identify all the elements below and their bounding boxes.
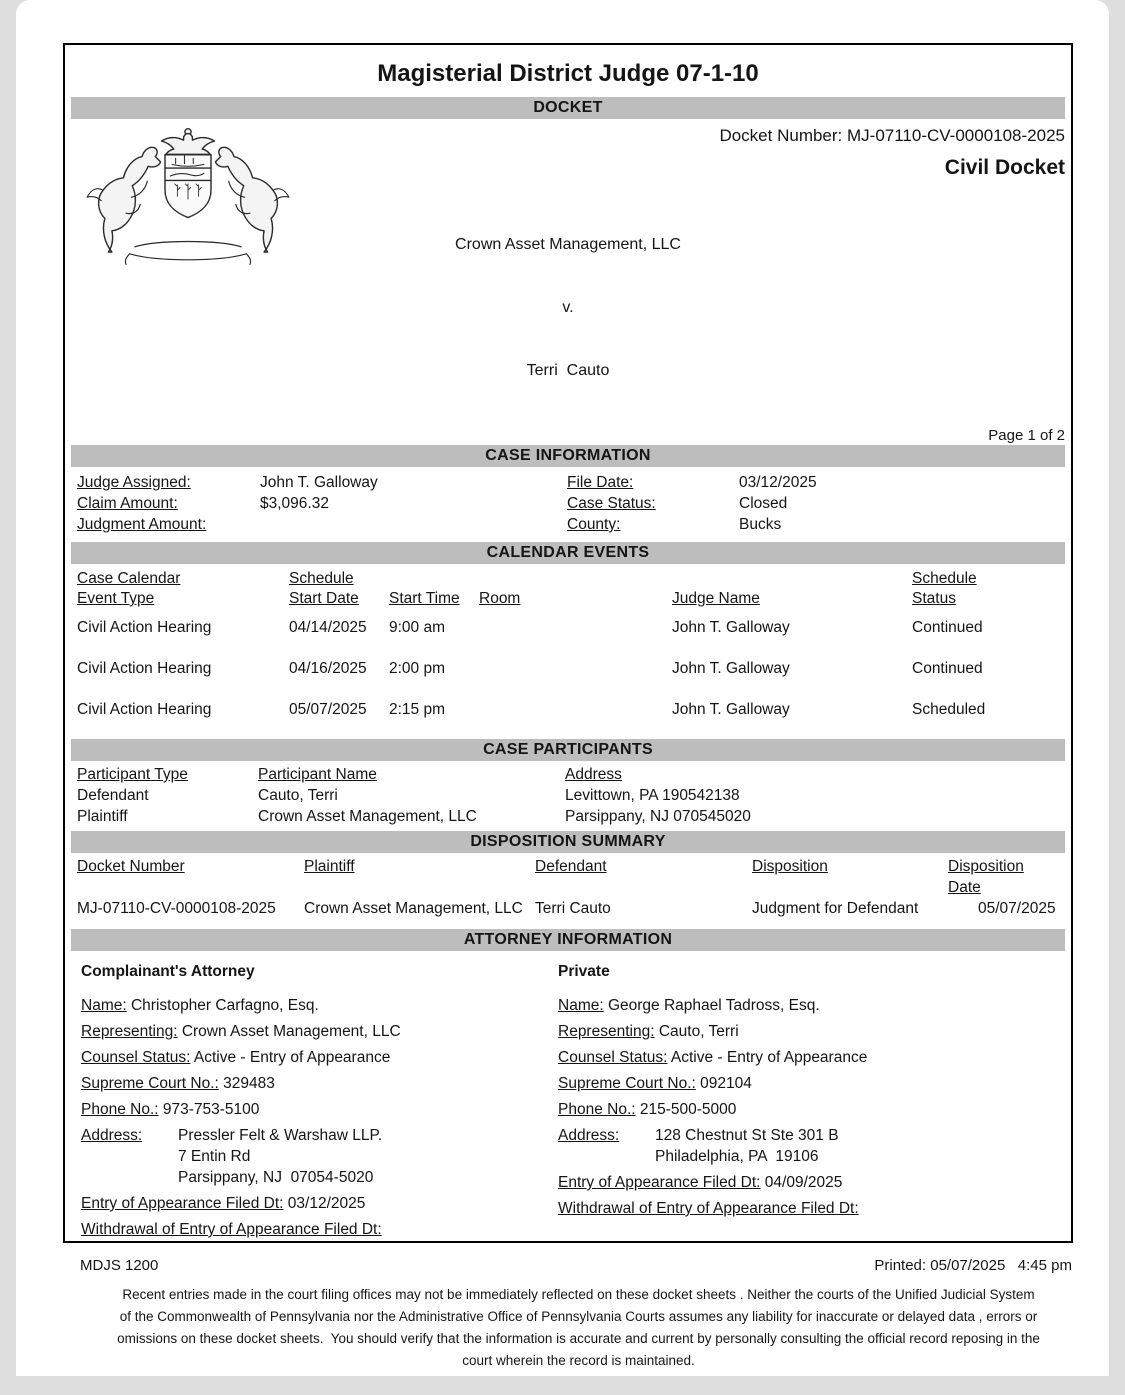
form-number: MDJS 1200 bbox=[80, 1257, 159, 1274]
attorney-supreme-court-line: Supreme Court No.: 329483 bbox=[81, 1075, 275, 1092]
calendar-event-row bbox=[71, 700, 1065, 719]
cell-room bbox=[479, 618, 672, 637]
column-header-start-time: Start Time bbox=[389, 590, 460, 607]
attorney-address-block: Address: 128 Chestnut St Ste 301 B Philadelphia, PA 19106 bbox=[558, 1127, 839, 1165]
docket-type: Civil Docket bbox=[944, 156, 1065, 179]
attorney-name-line: Name: George Raphael Tadross, Esq. bbox=[558, 997, 820, 1014]
section-header-case-participants: CASE PARTICIPANTS bbox=[71, 739, 1065, 761]
attorney-name-line: Name: Christopher Carfagno, Esq. bbox=[81, 997, 319, 1014]
participant-row bbox=[71, 785, 1065, 806]
caption-plaintiff: Crown Asset Management, LLC bbox=[455, 236, 681, 253]
cell-status: Continued bbox=[912, 660, 983, 677]
docket-header bbox=[71, 125, 1065, 445]
caption-vs: v. bbox=[562, 299, 574, 316]
cell-event-type: Civil Action Hearing bbox=[77, 660, 212, 677]
case-information-fields bbox=[71, 467, 1065, 542]
column-header-event-type: Case Calendar Event Type bbox=[77, 570, 181, 607]
calendar-events-header bbox=[71, 564, 1065, 609]
column-header-docket-number: Docket Number bbox=[77, 858, 185, 875]
cell-plaintiff: Crown Asset Management, LLC bbox=[304, 900, 523, 917]
field-value: John T. Galloway bbox=[260, 474, 378, 491]
cell-start-time: 2:15 pm bbox=[389, 701, 446, 718]
section-header-calendar-events: CALENDAR EVENTS bbox=[71, 542, 1065, 564]
cell-participant-name: Crown Asset Management, LLC bbox=[258, 808, 477, 825]
cell-status: Scheduled bbox=[912, 701, 986, 718]
field-label: Claim Amount: bbox=[77, 495, 178, 512]
attorney-counsel-status-line: Counsel Status: Active - Entry of Appearance bbox=[558, 1049, 868, 1066]
printed-timestamp: Printed: 05/07/2025 4:45 pm bbox=[874, 1257, 1072, 1274]
calendar-event-row bbox=[71, 618, 1065, 637]
cell-address: Levittown, PA 190542138 bbox=[565, 787, 740, 804]
cell-judge-name: John T. Galloway bbox=[672, 660, 790, 677]
attorney-card-private bbox=[558, 961, 1059, 1243]
column-header-start-date: Schedule Start Date bbox=[289, 570, 359, 607]
column-header-judge-name: Judge Name bbox=[672, 590, 760, 607]
field-value bbox=[260, 514, 567, 535]
field-label: File Date: bbox=[567, 474, 634, 491]
field-value: Bucks bbox=[739, 516, 782, 533]
disposition-summary-header bbox=[71, 853, 1065, 898]
cell-participant-name: Cauto, Terri bbox=[258, 787, 338, 804]
column-header-room: Room bbox=[479, 590, 521, 607]
cell-event-type: Civil Action Hearing bbox=[77, 619, 212, 636]
section-header-attorney-information: ATTORNEY INFORMATION bbox=[71, 929, 1065, 951]
cell-start-time: 2:00 pm bbox=[389, 660, 446, 677]
attorney-phone-line: Phone No.: 973-753-5100 bbox=[81, 1101, 260, 1118]
field-value: Closed bbox=[739, 495, 788, 512]
field-label: County: bbox=[567, 516, 621, 533]
disposition-row bbox=[71, 898, 1065, 919]
column-header-disposition-date: Disposition Date bbox=[948, 858, 1024, 896]
cell-room bbox=[479, 700, 672, 719]
attorney-withdrawal-line: Withdrawal of Entry of Appearance Filed Dt: bbox=[558, 1200, 859, 1217]
disclaimer-text: Recent entries made in the court filing offices may not be immediately reflected on these docket sheets . Neither the courts of the Unified Judicial System of the Commonwealth of Pennsylvania nor the Administrative Office of Pennsylvania Courts assumes any liability for inaccurate or delayed data , errors or omissions on these docket sheets. You should verify that the information is accurate and current by personally consulting the official record reposing in the court wherein the record is maintained. bbox=[117, 1287, 1044, 1368]
participant-row bbox=[71, 806, 1065, 827]
attorney-entry-line: Entry of Appearance Filed Dt: 04/09/2025 bbox=[558, 1174, 843, 1191]
cell-status: Continued bbox=[912, 619, 983, 636]
attorney-entry-line: Entry of Appearance Filed Dt: 03/12/2025 bbox=[81, 1195, 366, 1212]
section-header-case-information: CASE INFORMATION bbox=[71, 445, 1065, 467]
column-header-plaintiff: Plaintiff bbox=[304, 858, 355, 875]
document-footer bbox=[80, 1256, 1072, 1275]
cell-address: Parsippany, NJ 070545020 bbox=[565, 808, 751, 825]
field-label: Judge Assigned: bbox=[77, 474, 191, 491]
page-title: Magisterial District Judge 07-1-10 bbox=[377, 60, 759, 87]
cell-disposition-date: 05/07/2025 bbox=[978, 900, 1056, 917]
page-indicator: Page 1 of 2 bbox=[988, 427, 1065, 444]
cell-participant-type: Defendant bbox=[77, 787, 149, 804]
attorney-representing-line: Representing: Cauto, Terri bbox=[558, 1023, 739, 1040]
column-header-participant-name: Participant Name bbox=[258, 766, 377, 783]
column-header-participant-type: Participant Type bbox=[77, 766, 188, 783]
field-label: Case Status: bbox=[567, 495, 656, 512]
attorney-card-complainant bbox=[81, 961, 558, 1243]
cell-disposition: Judgment for Defendant bbox=[752, 900, 919, 917]
field-label: Judgment Amount: bbox=[77, 516, 207, 533]
cell-docket-number: MJ-07110-CV-0000108-2025 bbox=[77, 900, 276, 917]
docket-sheet bbox=[63, 43, 1073, 1243]
document-page bbox=[16, 0, 1109, 1376]
cell-event-type: Civil Action Hearing bbox=[77, 701, 212, 718]
attorney-address-block: Address: Pressler Felt & Warshaw LLP. 7 Entin Rd Parsippany, NJ 07054-5020 bbox=[81, 1127, 383, 1186]
field-value: 03/12/2025 bbox=[739, 474, 817, 491]
cell-start-date: 04/16/2025 bbox=[289, 660, 367, 677]
case-participants-header bbox=[71, 761, 1065, 785]
attorney-role-heading: Complainant's Attorney bbox=[81, 963, 255, 980]
attorney-supreme-court-line: Supreme Court No.: 092104 bbox=[558, 1075, 752, 1092]
attorney-representing-line: Representing: Crown Asset Management, LLC bbox=[81, 1023, 401, 1040]
docket-number: Docket Number: MJ-07110-CV-0000108-2025 bbox=[719, 126, 1065, 145]
cell-defendant: Terri Cauto bbox=[535, 900, 611, 917]
cell-participant-type: Plaintiff bbox=[77, 808, 128, 825]
column-header-disposition: Disposition bbox=[752, 858, 828, 875]
field-value: $3,096.32 bbox=[260, 495, 329, 512]
pennsylvania-coat-of-arms-icon bbox=[73, 123, 303, 275]
column-header-address: Address bbox=[565, 766, 622, 783]
calendar-event-row bbox=[71, 659, 1065, 678]
section-header-disposition-summary: DISPOSITION SUMMARY bbox=[71, 831, 1065, 853]
cell-judge-name: John T. Galloway bbox=[672, 619, 790, 636]
caption-defendant: Terri Cauto bbox=[526, 362, 610, 379]
attorney-role-heading: Private bbox=[558, 963, 610, 980]
attorney-counsel-status-line: Counsel Status: Active - Entry of Appearance bbox=[81, 1049, 391, 1066]
attorney-withdrawal-line: Withdrawal of Entry of Appearance Filed Dt: bbox=[81, 1221, 382, 1238]
cell-start-date: 05/07/2025 bbox=[289, 701, 367, 718]
column-header-schedule-status: Schedule Status bbox=[912, 570, 977, 607]
cell-start-time: 9:00 am bbox=[389, 619, 446, 636]
docket-banner: DOCKET bbox=[71, 97, 1065, 119]
cell-room bbox=[479, 659, 672, 678]
cell-start-date: 04/14/2025 bbox=[289, 619, 367, 636]
cell-judge-name: John T. Galloway bbox=[672, 701, 790, 718]
column-header-defendant: Defendant bbox=[535, 858, 607, 875]
attorney-phone-line: Phone No.: 215-500-5000 bbox=[558, 1101, 737, 1118]
attorney-information bbox=[71, 951, 1065, 1243]
